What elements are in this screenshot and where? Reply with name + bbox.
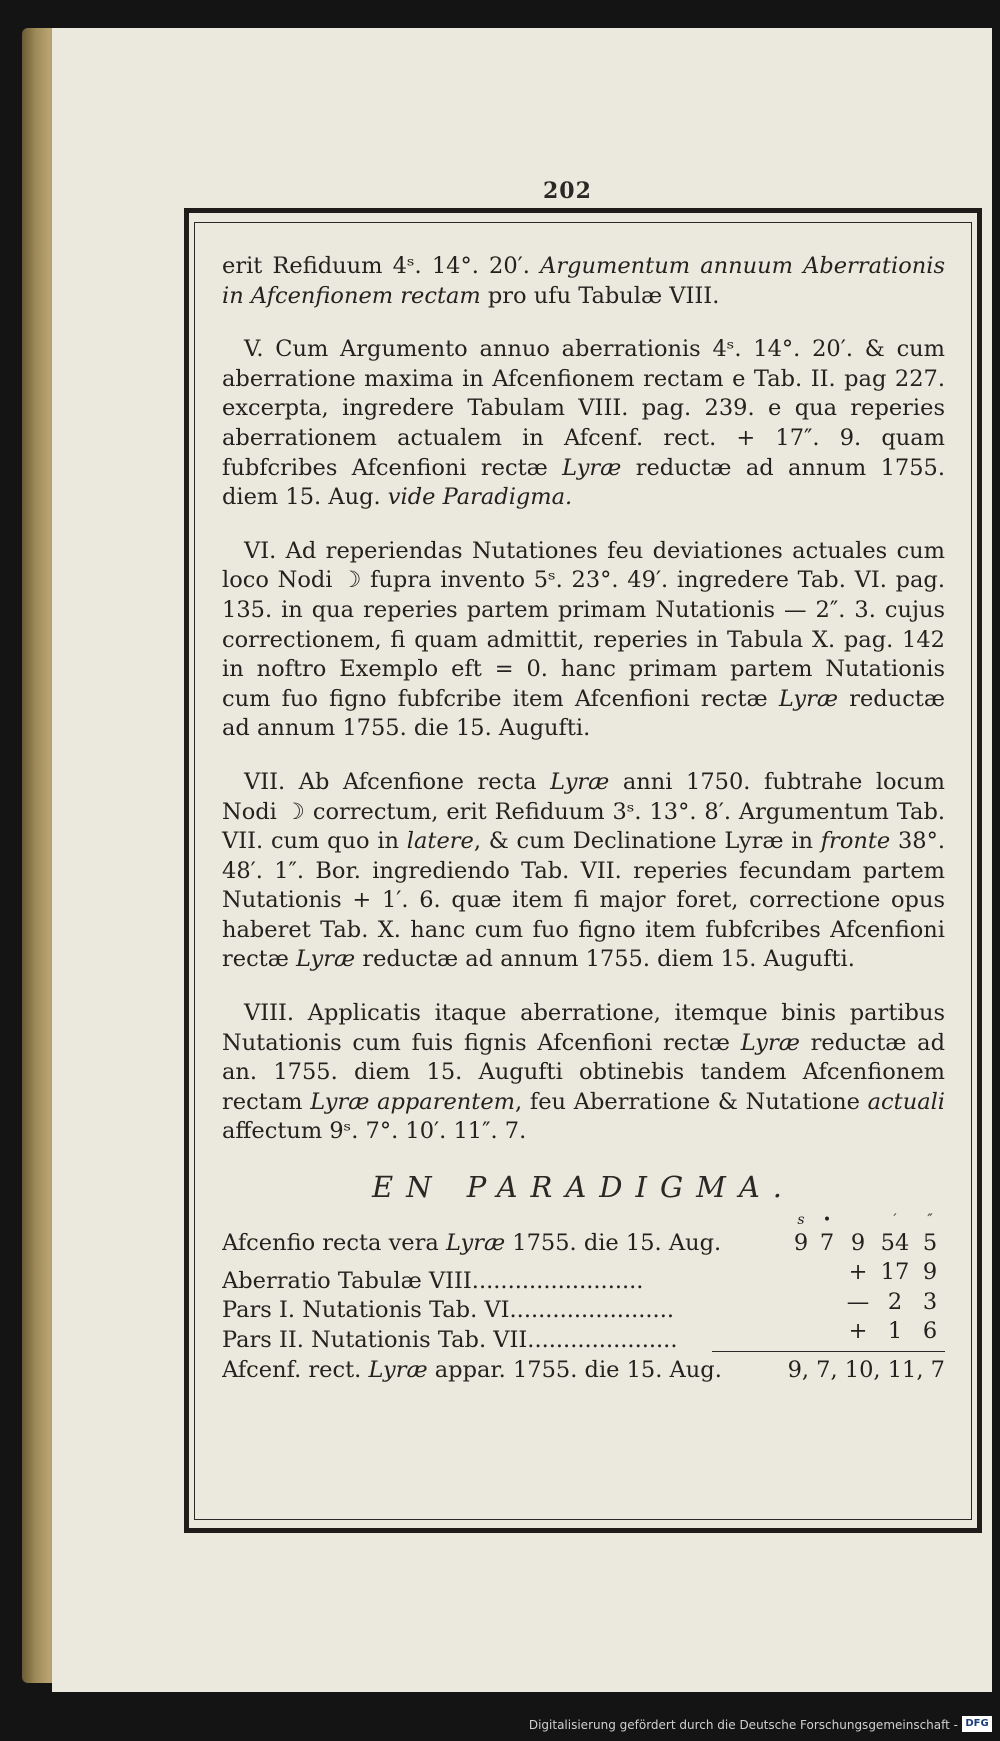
seconds-value: 9 [922, 1259, 938, 1286]
footer-bar [0, 1692, 1000, 1741]
italic-text: actuali [867, 1088, 945, 1115]
total-label: Afcenf. rect. Lyræ appar. 1755. die 15. Aug. [222, 1357, 722, 1383]
text-segment: 38°. 48′. 1″. Bor. ingrediendo Tab. VII. reperies fecundam partem Nutationis + 1′. 6. quæ item fi major foret, correctione opus haberet Tab. X. hanc cum fuo figno item fubfcribes Afcenfioni rectæ [222, 828, 946, 973]
unit-minutes: ′ [893, 1211, 897, 1228]
paragraph-vi [222, 537, 945, 744]
signs-value [789, 1258, 813, 1288]
text-segment: , & cum Declinatione Lyræ in [473, 828, 821, 855]
unit-seconds: ″ [927, 1211, 933, 1228]
table-total-row [222, 1356, 945, 1386]
text-segment: affectum 9ˢ. 7°. 10′. 11″. 7. [222, 1118, 527, 1145]
paradigm-table [222, 1229, 945, 1353]
sign-value: + [848, 1318, 868, 1345]
minutes-value: 1 [887, 1318, 903, 1345]
sign-value: + [848, 1259, 868, 1286]
italic-text: vide Paradigma. [387, 484, 573, 511]
italic-text: Lyræ [778, 685, 839, 712]
row-values [789, 1317, 945, 1347]
italic-text: Argumentum annuum Aberrationis in Afcenfionem rectam [222, 253, 945, 309]
minutes-value: 54 [880, 1229, 910, 1256]
row-values [789, 1258, 945, 1288]
seconds-value: 3 [922, 1288, 938, 1315]
italic-text: Lyræ [550, 768, 610, 795]
minutes-value: 17 [880, 1259, 910, 1286]
italic-text: Lyræ [296, 946, 356, 973]
degrees-value: 7 [819, 1229, 835, 1256]
row-values [789, 1288, 945, 1318]
row-label: Pars I. Nutationis Tab. VI....................... [222, 1297, 675, 1324]
sign-value: — [846, 1288, 870, 1315]
text-segment: pro ufu Tabulæ VIII. [480, 282, 720, 309]
signs-value [789, 1317, 813, 1347]
funding-notice: Digitalisierung gefördert durch die Deutsche Forschungsgemeinschaft - [528, 1718, 958, 1732]
seconds-value: 6 [922, 1318, 938, 1345]
signs-value [789, 1288, 813, 1318]
row-values [789, 1229, 945, 1259]
unit-degrees: • [822, 1211, 832, 1228]
minutes-value: 2 [887, 1288, 903, 1315]
text-segment: V. Cum Argumento annuo aberrationis 4ˢ. 14°. 20′. & cum aberratione maxima in Afcenfionem rectam e Tab. II. pag 227. excerpta, ingredere Tabulam VIII. pag. 239. e qua reperies aberrationem actualem in Afcenf. rect. + 17″. 9. quam fubfcribes Afcenfioni rectæ [222, 336, 945, 481]
row-label: Aberratio Tabulæ VIII........................ [222, 1267, 644, 1294]
row-label: Pars II. Nutationis Tab. VII..................... [222, 1327, 678, 1353]
text-segment: reductæ ad annum 1755. die 15. Augufti. [222, 685, 945, 742]
paragraph-continuation [222, 252, 945, 311]
italic-text: Lyræ [562, 454, 622, 481]
paragraph-vii [222, 768, 945, 975]
text-segment: erit Refiduum 4ˢ. 14°. 20′. [222, 253, 541, 279]
degrees-value [813, 1258, 841, 1288]
paragraph-v [222, 335, 945, 513]
signs-value: 9 [793, 1229, 809, 1256]
italic-text: latere [406, 828, 474, 855]
total-value: 9, 7, 10, 11, 7 [787, 1357, 945, 1383]
degrees-value [813, 1317, 841, 1347]
page-content [222, 252, 945, 1386]
text-segment: , feu Aberratione & Nutatione [514, 1088, 868, 1115]
page-number: 202 [543, 178, 592, 204]
degrees-value [813, 1288, 841, 1318]
table-row [222, 1229, 945, 1259]
italic-text: fronte [820, 828, 891, 855]
text-segment: reductæ ad an. 1755. diem 15. Augufti obtinebis tandem Afcenfionem rectam [222, 1029, 945, 1115]
paradigm-heading: EN PARADIGMA. [371, 1170, 796, 1205]
unit-sign-col [841, 1211, 875, 1229]
paradigm-units [222, 1211, 945, 1229]
text-segment: reductæ ad annum 1755. diem 15. Augufti. [355, 946, 855, 973]
text-segment: VIII. Applicatis itaque aberratione, itemque binis partibus Nutationis cum fuis fignis Afcenfioni rectæ [222, 1000, 945, 1056]
italic-text: Lyræ [740, 1029, 800, 1056]
italic-text: Lyræ apparentem [310, 1088, 515, 1115]
text-segment: VI. Ad reperiendas Nutationes feu deviationes actuales cum loco Nodi ☽ fupra invento 5ˢ. 23°. 49′. ingredere Tab. VI. pag. 135. in qua reperies partem primam Nutationis — 2″. 3. cujus correctionem, fi quam admittit, reperies in Tabula X. pag. 142 in noftro Exemplo eft = 0. hanc primam partem Nutationis cum fuo figno fubfcribe item Afcenfioni rectæ [222, 537, 945, 712]
table-row [222, 1258, 945, 1294]
text-segment: anni 1750. fubtrahe locum Nodi ☽ correctum, erit Refiduum 3ˢ. 13°. 8′. Argumentum Tab. VII. cum quo in [222, 768, 945, 855]
text-segment: VII. Ab Afcenfione recta [244, 768, 551, 795]
sign-value: 9 [850, 1229, 866, 1256]
seconds-value: 5 [922, 1229, 938, 1256]
unit-signs: s [797, 1211, 805, 1228]
row-label: Afcenfio recta vera Lyræ 1755. die 15. Aug. [222, 1229, 722, 1256]
dfg-logo: DFG [962, 1716, 992, 1732]
text-segment: reductæ ad annum 1755. diem 15. Aug. [222, 454, 945, 511]
paragraph-viii [222, 999, 945, 1147]
